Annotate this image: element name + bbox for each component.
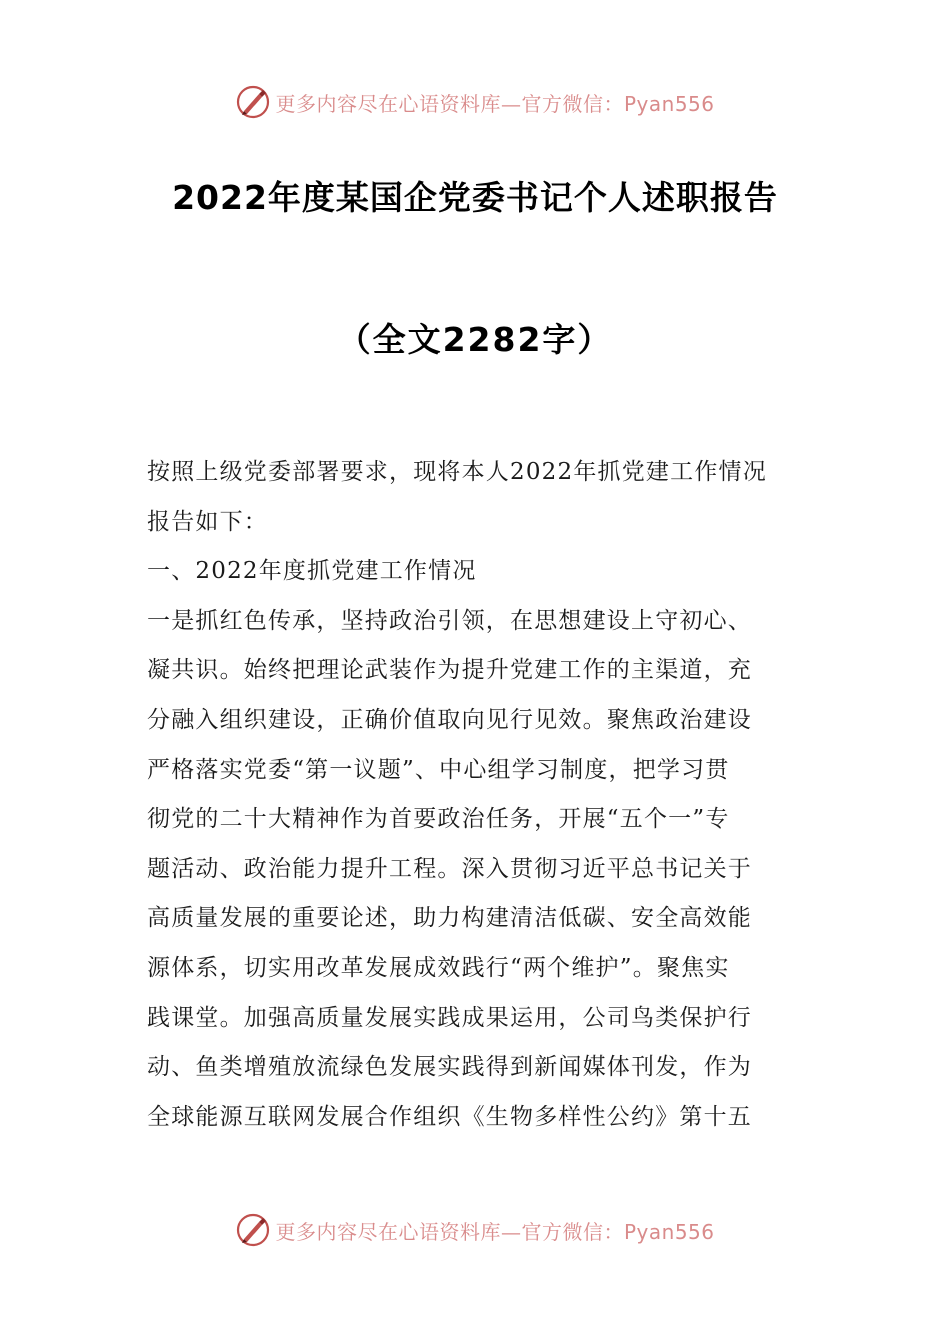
header-watermark	[0, 82, 950, 122]
pen-logo-icon	[235, 84, 271, 120]
body-line: 分融入组织建设，正确价值取向见行见效。聚焦政治建设	[147, 706, 752, 733]
body-line: 题活动、政治能力提升工程。深入贯彻习近平总书记关于	[147, 855, 752, 882]
document-title: 2022年度某国企党委书记个人述职报告	[172, 178, 778, 217]
body-line: 践课堂。加强高质量发展实践成果运用，公司鸟类保护行	[147, 1004, 752, 1031]
pen-logo-icon	[235, 1212, 271, 1248]
watermark-text: 更多内容尽在心语资料库—官方微信：Pyan556	[275, 91, 715, 116]
body-line: 严格落实党委“第一议题”、中心组学习制度，把学习贯	[147, 756, 730, 783]
body-line: 报告如下：	[147, 508, 268, 535]
footer-watermark	[0, 1210, 950, 1250]
body-line: 源体系，切实用改革发展成效践行“两个维护”。聚焦实	[147, 954, 730, 981]
body-line: 彻党的二十大精神作为首要政治任务，开展“五个一”专	[147, 806, 730, 833]
document-subtitle: （全文2282字）	[337, 320, 613, 359]
watermark-text: 更多内容尽在心语资料库—官方微信：Pyan556	[275, 1219, 715, 1244]
body-line: 全球能源互联网发展合作组织《生物多样性公约》第十五	[147, 1103, 752, 1130]
body-line: 一是抓红色传承，坚持政治引领，在思想建设上守初心、	[147, 607, 752, 634]
body-line: 凝共识。始终把理论武装作为提升党建工作的主渠道，充	[147, 657, 752, 684]
body-line: 高质量发展的重要论述，助力构建清洁低碳、安全高效能	[147, 905, 752, 932]
body-line: 按照上级党委部署要求，现将本人2022年抓党建工作情况	[147, 459, 767, 485]
body-line: 动、鱼类增殖放流绿色发展实践得到新闻媒体刊发，作为	[147, 1054, 752, 1081]
section-heading: 一、2022年度抓党建工作情况	[147, 558, 477, 585]
document-body	[147, 448, 807, 1142]
